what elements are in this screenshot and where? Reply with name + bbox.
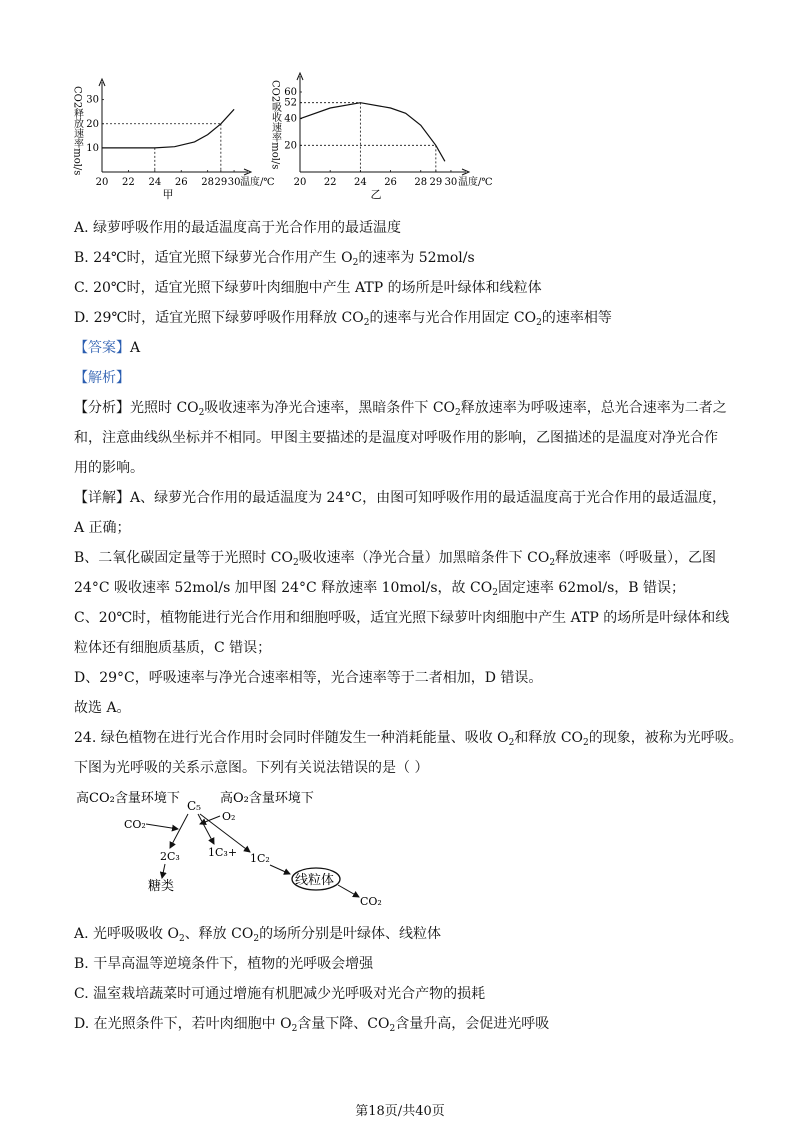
- x-tick-label: 28: [201, 177, 215, 188]
- chart-net-photosynthesis-rate: [268, 70, 498, 200]
- chart-caption: 乙: [370, 188, 382, 201]
- detail-d-line: D、29°C，呼吸速率与净光合速率相等，光合速率等于二者相加，D 错误。: [74, 670, 543, 686]
- label-1c2: 1C₂: [250, 852, 270, 865]
- arrow-mito-to-co2: [338, 885, 359, 897]
- y-tick-label: 20: [86, 118, 99, 130]
- y-axis-label: CO2释放速率mol/s: [71, 86, 83, 176]
- y-tick-label: 10: [86, 142, 99, 154]
- q23-option-d: D. 29℃时，适宜光照下绿萝呼吸作用释放 $CO_2$的速率与光合作用固定 $CO_2$的速率相等: [74, 310, 612, 328]
- x-tick-label: 29: [214, 177, 228, 188]
- q24-stem-line-1: 24. 绿色植物在进行光合作用时会同时伴随发生一种消耗能量、吸收 $O_2$和释放 $CO_2$的现象，被称为光呼吸。: [74, 730, 743, 748]
- detail-b-line-2: 24°C 吸收速率 52mol/s 加甲图 24°C 释放速率 10mol/s，故 $CO_2$固定速率 62mol/s，B 错误；: [74, 580, 686, 598]
- detail-b-line-1: B、二氧化碳固定量等于光照时 $CO_2$吸收速率（净光合量）加黑暗条件下 $CO_2$释放速率（呼吸量），乙图: [74, 550, 717, 568]
- x-tick-label: 26: [174, 177, 188, 188]
- x-axis-label: 温度/℃: [240, 177, 275, 188]
- conclusion-line: 故选 A。: [74, 700, 131, 716]
- q23-option-c: C. 20℃时，适宜光照下绿萝叶肉细胞中产生 ATP 的场所是叶绿体和线粒体: [74, 280, 542, 296]
- arrow-co2-in: [146, 824, 178, 829]
- chart-caption: 甲: [162, 188, 174, 201]
- analysis-line-1: 【分析】光照时 $CO_2$吸收速率为净光合速率，黑暗条件下 $CO_2$释放速率为呼吸速率，总光合速率为二者之: [74, 400, 727, 418]
- photorespiration-diagram: [70, 786, 400, 910]
- x-tick-label: 30: [444, 177, 458, 188]
- q24-stem-line-2: 下图为光呼吸的关系示意图。下列有关说法错误的是（ ）: [74, 760, 429, 776]
- x-tick-label: 20: [95, 177, 109, 188]
- label-high-co2: 高CO₂含量环境下: [76, 791, 180, 806]
- q23-option-a: A. 绿萝呼吸作用的最适温度高于光合作用的最适温度: [74, 220, 402, 236]
- y-tick-label: 40: [284, 113, 297, 125]
- y-tick-label: 60: [284, 87, 297, 98]
- label-2c3: 2C₃: [160, 850, 180, 863]
- x-tick-label: 28: [414, 177, 428, 188]
- answer-line: 【答案】A: [74, 340, 141, 356]
- detail-c-line-1: C、20℃时，植物能进行光合作用和细胞呼吸，适宜光照下绿萝叶肉细胞中产生 ATP 的场所是叶绿体和线: [74, 610, 730, 626]
- analysis-line-3: 用的影响。: [74, 460, 144, 476]
- label-sugar: 糖类: [148, 879, 175, 894]
- arrow-o2-in: [200, 816, 220, 824]
- label-mitochondrion: 线粒体: [295, 873, 335, 888]
- label-o2: O₂: [222, 810, 236, 823]
- detail-a-line-1: 【详解】A、绿萝光合作用的最适温度为 24°C，由图可知呼吸作用的最适温度高于光合作用的最适温度，: [74, 490, 727, 506]
- q24-option-d: D. 在光照条件下，若叶肉细胞中 $O_2$含量下降、$CO_2$含量升高，会促进光呼吸: [74, 1016, 550, 1034]
- x-tick-label: 30: [227, 177, 241, 188]
- q24-option-b: B. 干旱高温等逆境条件下，植物的光呼吸会增强: [74, 956, 374, 972]
- detail-a-line-2: A 正确；: [74, 520, 131, 536]
- y-axis-label: CO2吸收速率mol/s: [269, 80, 281, 170]
- label-co2-in: CO₂: [124, 818, 146, 831]
- q24-option-c: C. 温室栽培蔬菜时可通过增施有机肥减少光呼吸对光合产物的损耗: [74, 986, 486, 1002]
- x-tick-label: 26: [384, 177, 397, 188]
- x-tick-label: 29: [429, 177, 443, 188]
- x-axis-label: 温度/℃: [458, 177, 493, 188]
- analysis-line-2: 和，注意曲线纵坐标并不相同。甲图主要描述的是温度对呼吸作用的影响，乙图描述的是温度对净光合作: [74, 430, 718, 446]
- y-tick-label: 30: [86, 94, 99, 106]
- x-tick-label: 24: [354, 177, 367, 188]
- series-curve: [300, 103, 445, 162]
- x-tick-label: 20: [293, 177, 307, 188]
- y-tick-label: 52: [284, 97, 297, 109]
- q24-option-a: A. 光呼吸吸收 $O_2$、释放 $CO_2$的场所分别是叶绿体、线粒体: [74, 926, 442, 944]
- q23-option-b: B. 24℃时，适宜光照下绿萝光合作用产生 $O_2$的速率为 52mol/s: [74, 250, 475, 268]
- label-c5: C₅: [187, 799, 201, 813]
- label-co2-out: CO₂: [360, 895, 382, 908]
- series-curve: [102, 109, 234, 148]
- arrow-c2-to-mito: [270, 865, 290, 874]
- x-tick-label: 24: [148, 177, 162, 188]
- x-tick-label: 22: [323, 177, 337, 188]
- x-tick-label: 22: [122, 177, 135, 188]
- analysis-heading: 【解析】: [74, 370, 130, 386]
- page-footer: 第18页/共40页: [355, 1104, 445, 1119]
- label-1c3: 1C₃+: [208, 846, 238, 859]
- arrow-2c3-to-sugar: [162, 864, 165, 878]
- detail-c-line-2: 粒体还有细胞质基质，C 错误；: [74, 640, 272, 656]
- arrow-c5-to-2c3: [170, 814, 188, 848]
- y-tick-label: 20: [284, 140, 297, 152]
- label-high-o2: 高O₂含量环境下: [220, 791, 314, 806]
